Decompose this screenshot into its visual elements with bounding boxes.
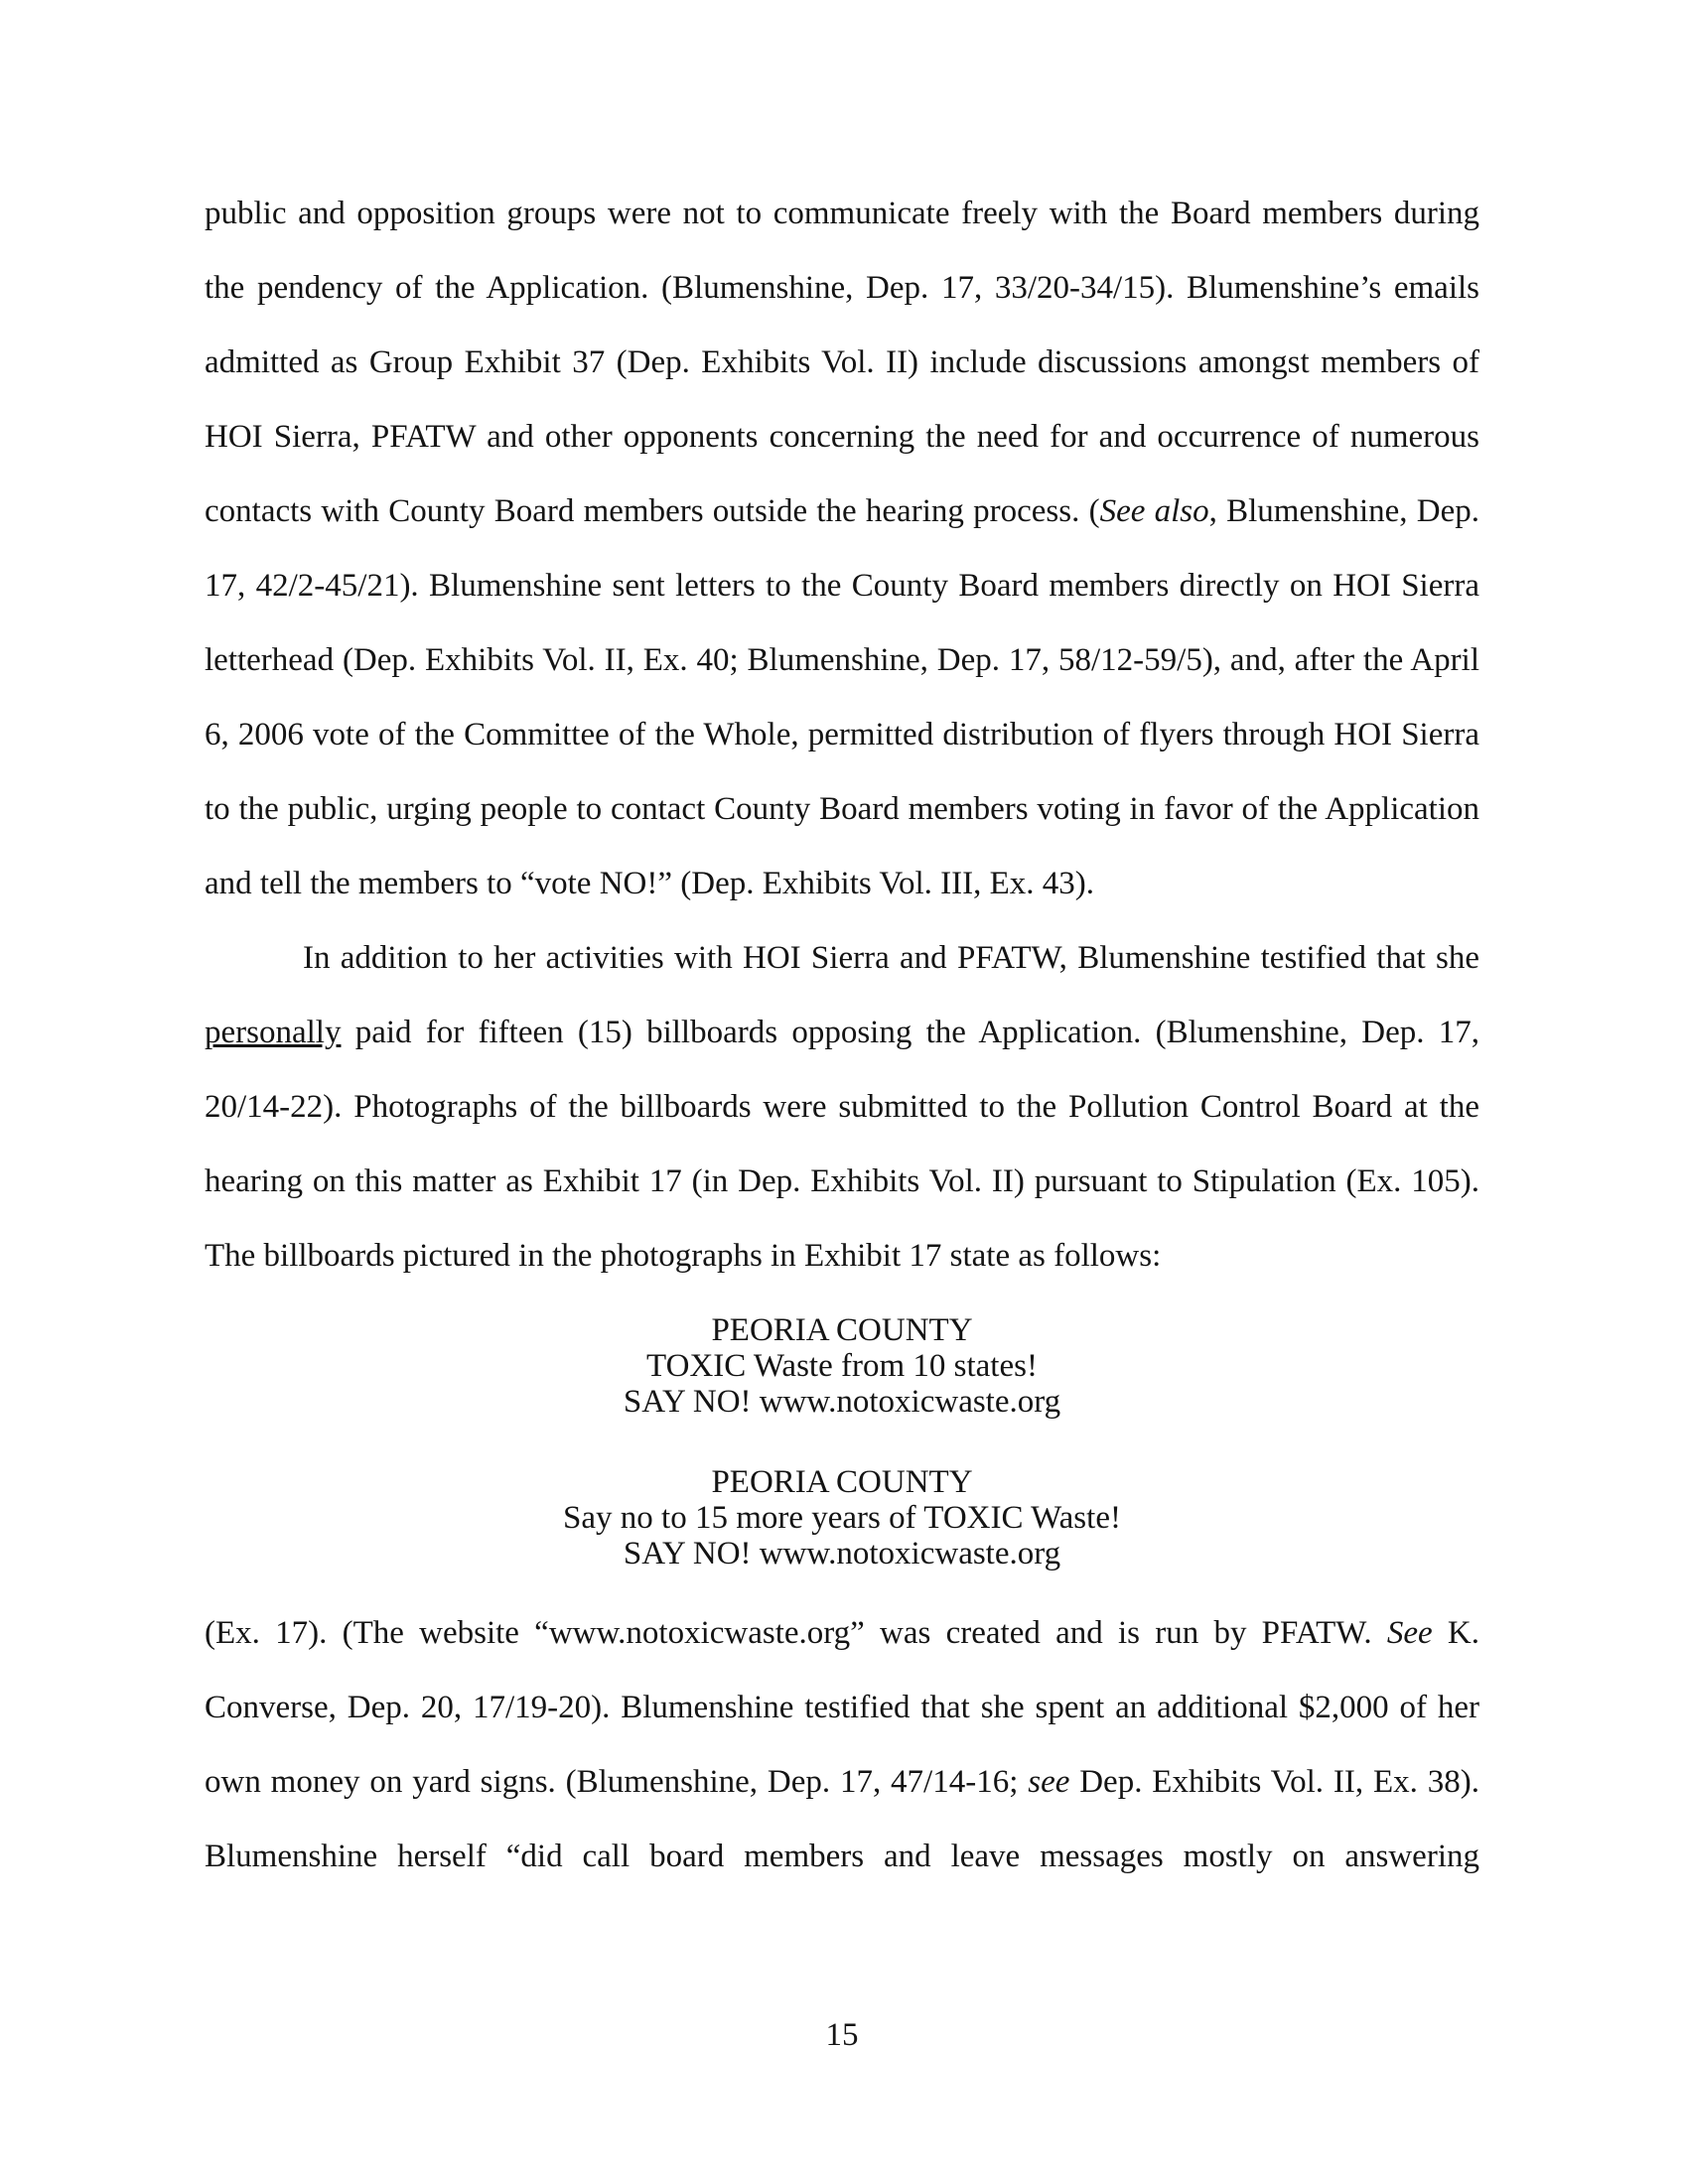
- billboard2-line1: PEORIA COUNTY: [711, 1464, 973, 1500]
- paragraph1-line10: and tell the members to “vote NO!” (Dep. Exhibits Vol. III, Ex. 43).: [205, 866, 1094, 901]
- paragraph1-line1: public and opposition groups were not to communicate freely with the Board members during: [205, 196, 1479, 231]
- page-number: 15: [825, 2017, 859, 2053]
- paragraph3-line3-pre: own money on yard signs. (Blumenshine, Dep. 17, 47/14-16;: [205, 1764, 1029, 1800]
- paragraph3-line3: [205, 1762, 1479, 1802]
- paragraph1-line5-post: ,: [1208, 493, 1227, 529]
- paragraph1-line7: letterhead (Dep. Exhibits Vol. II, Ex. 40; Blumenshine, Dep. 17, 58/12-59/5), and, after the April: [205, 642, 1479, 678]
- see-italic: See: [1386, 1615, 1433, 1651]
- paragraph3-line3-post: Dep. Exhibits Vol. II, Ex. 38).: [1069, 1764, 1479, 1800]
- paragraph2-line2-rest: paid for fifteen (15) billboards opposing the Application. (Blumenshine, Dep. 17,: [341, 1015, 1479, 1050]
- see-also-italic: See also: [1099, 493, 1209, 529]
- paragraph1-line4: HOI Sierra, PFATW and other opponents concerning the need for and occurrence of numerous: [205, 419, 1479, 455]
- paragraph1-line5: [205, 491, 1479, 531]
- paragraph3-line1: [205, 1613, 1479, 1653]
- paragraph1-line9: to the public, urging people to contact County Board members voting in favor of the Application: [205, 791, 1479, 827]
- paragraph3-line4: Blumenshine herself “did call board members and leave messages mostly on answering: [205, 1839, 1479, 1874]
- billboard1-line2: TOXIC Waste from 10 states!: [646, 1348, 1038, 1384]
- paragraph2-line5: The billboards pictured in the photographs in Exhibit 17 state as follows:: [205, 1238, 1162, 1274]
- paragraph1-line6: 17, 42/2-45/21). Blumenshine sent letters to the County Board members directly on HOI Sierra: [205, 568, 1479, 604]
- billboard1-line1: PEORIA COUNTY: [711, 1312, 973, 1348]
- billboard1-line3: SAY NO! www.notoxicwaste.org: [623, 1384, 1061, 1420]
- paragraph2-line4: hearing on this matter as Exhibit 17 (in Dep. Exhibits Vol. II) pursuant to Stipulation (Ex. 105).: [205, 1163, 1479, 1199]
- personally-underlined: personally: [205, 1015, 342, 1050]
- paragraph1-line5-end: Blumenshine, Dep.: [1226, 493, 1479, 529]
- paragraph1-line2: the pendency of the Application. (Blumenshine, Dep. 17, 33/20-34/15). Blumenshine’s emails: [205, 270, 1479, 306]
- see-italic-2: see: [1028, 1764, 1070, 1800]
- paragraph3-line2: Converse, Dep. 20, 17/19-20). Blumenshine testified that she spent an additional $2,000 of her: [205, 1690, 1479, 1725]
- paragraph2-line3: 20/14-22). Photographs of the billboards were submitted to the Pollution Control Board at the: [205, 1089, 1479, 1125]
- paragraph1-line3: admitted as Group Exhibit 37 (Dep. Exhibits Vol. II) include discussions amongst members of: [205, 344, 1479, 380]
- paragraph1-line8: 6, 2006 vote of the Committee of the Whole, permitted distribution of flyers through HOI Sierra: [205, 717, 1479, 752]
- paragraph2-line1: In addition to her activities with HOI Sierra and PFATW, Blumenshine testified that she: [303, 940, 1479, 976]
- paragraph1-line5-pre: contacts with County Board members outside the hearing process. (: [205, 493, 1100, 529]
- billboard2-line2: Say no to 15 more years of TOXIC Waste!: [563, 1500, 1121, 1536]
- paragraph3-line1-pre: (Ex. 17). (The website “www.notoxicwaste.org” was created and is run by PFATW.: [205, 1615, 1387, 1651]
- paragraph3-line1-post: K.: [1432, 1615, 1479, 1651]
- billboard2-line3: SAY NO! www.notoxicwaste.org: [623, 1536, 1061, 1571]
- paragraph2-line2: [205, 1013, 1479, 1052]
